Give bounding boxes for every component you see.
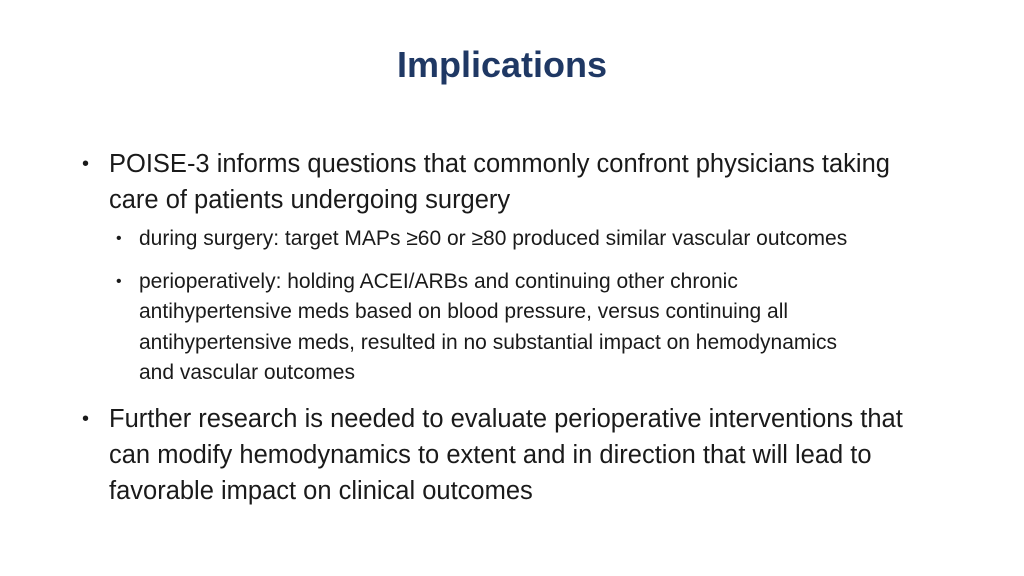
- sub-bullet-text: during surgery: target MAPs ≥60 or ≥80 produced similar vascular outcomes: [139, 227, 848, 250]
- bullet-glyph: •: [116, 230, 122, 247]
- bullet-glyph: •: [82, 153, 90, 175]
- bullet-glyph: •: [82, 407, 90, 430]
- bullet-text: Further research is needed to evaluate perioperative interventions that can modify hemodynamics to extent and in direction that will lead to favorable impact on clinical outcomes: [109, 404, 903, 505]
- slide-title: Implications: [396, 44, 608, 85]
- sub-bullet-item: [80, 224, 859, 255]
- bullet-text: POISE-3 informs questions that commonly confront physicians taking care of patients undergoing surgery: [109, 150, 890, 214]
- sub-bullet-text: perioperatively: holding ACEI/ARBs and continuing other chronic antihypertensive meds based on blood pressure, versus continuing all antihypertensive meds, resulted in no substantial impact on hemodynamics and vascular outcomes: [139, 269, 838, 384]
- bullet-item: [80, 401, 940, 509]
- sub-bullet-item: [80, 267, 859, 389]
- bullet-glyph: •: [116, 272, 122, 290]
- bullet-item: [80, 146, 940, 218]
- sub-bullet-list: [80, 224, 940, 389]
- bullet-list: [80, 146, 940, 513]
